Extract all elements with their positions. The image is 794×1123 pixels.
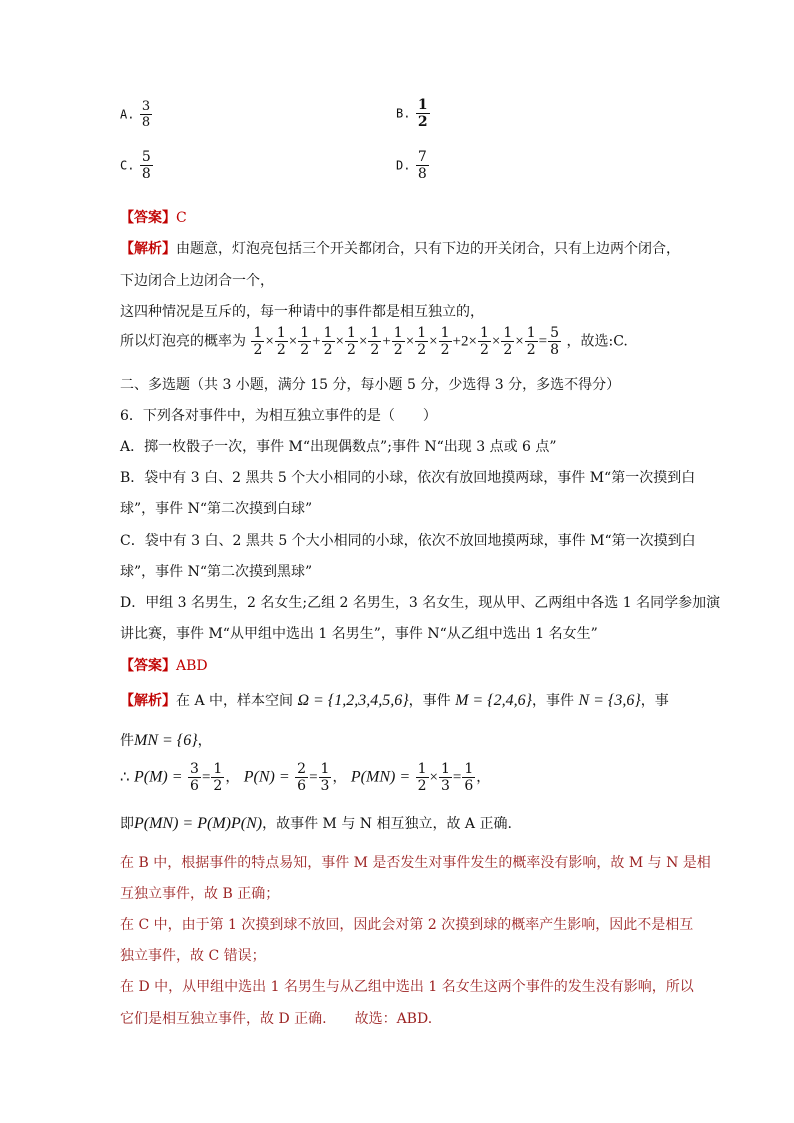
analysis-2-line-9: 在 D 中，从甲组中选出 1 名男生与从乙组中选出 1 名女生这两个事件的发生没有影响，所以 bbox=[120, 979, 694, 995]
frac-1 bbox=[251, 326, 264, 357]
frac-2 bbox=[275, 326, 288, 357]
op-times: × bbox=[429, 769, 438, 786]
analysis-2-line-4 bbox=[120, 813, 512, 833]
question-6-option-b-line-2: 球”，事件 N“第二次摸到白球” bbox=[120, 501, 313, 517]
num: 1 bbox=[479, 325, 489, 341]
pn-lhs: P(N) = bbox=[243, 768, 290, 786]
num: 1 bbox=[347, 325, 356, 341]
question-6-option-b-line-1: B．袋中有 3 白、2 黑共 5 个大小相同的小球，依次有放回地摸两球，事件 M“第一次摸到白 bbox=[120, 470, 696, 486]
coefficient: 2 bbox=[460, 333, 469, 350]
op-plus: + bbox=[452, 333, 461, 350]
probability-values bbox=[120, 762, 490, 793]
den: 6 bbox=[190, 778, 199, 794]
independence-equation: P(MN) = P(M)P(N) bbox=[134, 815, 263, 832]
analysis-tag: 【解析】 bbox=[120, 241, 176, 257]
num: 1 bbox=[323, 325, 333, 341]
den: 2 bbox=[479, 342, 489, 358]
den: 2 bbox=[300, 342, 310, 358]
question-6-stem: 6．下列各对事件中，为相互独立事件的是（ ） bbox=[120, 408, 437, 424]
den: 2 bbox=[370, 342, 380, 358]
den: 6 bbox=[464, 778, 474, 794]
num: 1 bbox=[440, 761, 450, 777]
frac bbox=[211, 762, 224, 793]
op-times: × bbox=[335, 333, 345, 350]
choice-c-numerator: 5 bbox=[141, 149, 151, 165]
text: ， bbox=[197, 733, 212, 749]
question-6-option-d-line-1: D．甲组 3 名男生，2 名女生;乙组 2 名男生，3 名女生，现从甲、乙两组中各选 1 名同学参加演 bbox=[120, 595, 721, 611]
frac bbox=[462, 762, 475, 793]
frac-8 bbox=[415, 326, 428, 357]
frac bbox=[295, 762, 308, 793]
formula-suffix: ，故选:C. bbox=[566, 333, 628, 350]
num: 1 bbox=[464, 761, 474, 777]
num: 1 bbox=[440, 325, 450, 341]
frac-5 bbox=[345, 326, 358, 357]
frac-4 bbox=[322, 326, 335, 357]
choice-d bbox=[396, 150, 430, 181]
op-equals: = bbox=[538, 333, 548, 350]
formula-prefix: 所以灯泡亮的概率为 bbox=[120, 333, 246, 350]
num: 1 bbox=[526, 325, 536, 341]
answer-tag: 【答案】 bbox=[120, 658, 176, 674]
event-n: N = {3,6} bbox=[578, 692, 641, 709]
choice-a-denominator: 8 bbox=[141, 115, 151, 130]
frac-result bbox=[548, 326, 561, 357]
den: 2 bbox=[253, 342, 263, 358]
choice-a bbox=[120, 100, 153, 129]
answer-value: C bbox=[176, 210, 187, 226]
sample-space: Ω = {1,2,3,4,5,6} bbox=[297, 692, 409, 709]
choice-b-denominator: 2 bbox=[417, 114, 428, 130]
pmn-lhs: P(MN) = bbox=[350, 768, 411, 786]
choice-d-numerator: 7 bbox=[417, 149, 427, 165]
section-heading: 二、多选题（共 3 小题，满分 15 分，每小题 5 分，少选得 3 分，多选不得分） bbox=[120, 377, 621, 393]
frac-10 bbox=[478, 326, 491, 357]
separator: ， bbox=[332, 769, 347, 786]
op-plus: + bbox=[382, 333, 391, 350]
event-mn: MN = {6} bbox=[134, 732, 198, 749]
choice-c-fraction bbox=[140, 150, 153, 181]
frac bbox=[439, 762, 452, 793]
choice-b-label: B. bbox=[396, 106, 411, 121]
frac-9 bbox=[439, 326, 452, 357]
den: 2 bbox=[440, 342, 450, 358]
therefore-symbol: ∴ bbox=[120, 769, 130, 786]
analysis-2-line-10: 它们是相互独立事件，故 D 正确. 故选：ABD. bbox=[120, 1011, 433, 1027]
analysis-2-line-6: 互独立事件，故 B 正确； bbox=[120, 886, 280, 902]
frac bbox=[188, 762, 201, 793]
num: 1 bbox=[370, 325, 380, 341]
den: 3 bbox=[440, 778, 450, 794]
frac bbox=[319, 762, 332, 793]
num: 2 bbox=[297, 761, 307, 777]
frac-11 bbox=[501, 326, 514, 357]
op-times: × bbox=[468, 333, 477, 350]
analysis-2-line-2 bbox=[120, 730, 212, 750]
text: 即 bbox=[120, 816, 134, 832]
answer-tag: 【答案】 bbox=[120, 210, 176, 226]
num: 3 bbox=[190, 761, 199, 777]
den: 6 bbox=[297, 778, 307, 794]
analysis-2-line-8: 独立事件，故 C 错误； bbox=[120, 948, 266, 964]
den: 2 bbox=[417, 342, 427, 358]
choice-b-numerator: 1 bbox=[417, 97, 428, 113]
question-6-option-c-line-2: 球”，事件 N“第二次摸到黑球” bbox=[120, 564, 313, 580]
separator: ， bbox=[225, 769, 240, 786]
den: 3 bbox=[320, 778, 330, 794]
den: 2 bbox=[213, 778, 223, 794]
num: 1 bbox=[417, 761, 427, 777]
den: 2 bbox=[347, 342, 356, 358]
question-6-option-a: A．掷一枚骰子一次，事件 M“出现偶数点”;事件 N“出现 3 点或 6 点” bbox=[120, 439, 557, 455]
analysis-1-line-1 bbox=[120, 238, 680, 258]
probability-formula bbox=[120, 326, 628, 357]
op-times: × bbox=[288, 333, 298, 350]
answer-value: ABD bbox=[176, 658, 208, 674]
num: 1 bbox=[213, 761, 223, 777]
op-equals: = bbox=[452, 769, 462, 786]
choice-a-numerator: 3 bbox=[141, 99, 151, 114]
choice-d-denominator: 8 bbox=[417, 166, 427, 182]
num: 1 bbox=[300, 325, 310, 341]
event-m: M = {2,4,6} bbox=[455, 692, 533, 709]
den: 2 bbox=[393, 342, 403, 358]
frac-7 bbox=[392, 326, 405, 357]
den: 2 bbox=[276, 342, 286, 358]
answer-2 bbox=[120, 655, 208, 675]
frac-3 bbox=[298, 326, 311, 357]
num: 1 bbox=[503, 325, 513, 341]
op-times: × bbox=[515, 333, 524, 350]
analysis-tag: 【解析】 bbox=[120, 693, 176, 709]
choice-c-label: C. bbox=[120, 158, 135, 173]
den: 8 bbox=[550, 342, 560, 358]
analysis-2-line-5: 在 B 中，根据事件的特点易知，事件 M 是否发生对事件发生的概率没有影响，故 M 与 N 是相 bbox=[120, 855, 711, 871]
analysis-1-line-3: 这四种情况是互斥的，每一种请中的事件都是相互独立的， bbox=[120, 304, 484, 320]
num: 1 bbox=[417, 325, 427, 341]
choice-c-denominator: 8 bbox=[141, 166, 151, 182]
num: 1 bbox=[320, 761, 330, 777]
question-6-option-c-line-1: C．袋中有 3 白、2 黑共 5 个大小相同的小球，依次不放回地摸两球，事件 M“第一次摸到白 bbox=[120, 533, 696, 549]
choice-d-fraction bbox=[416, 150, 429, 181]
choice-a-fraction bbox=[140, 100, 152, 129]
frac-12 bbox=[525, 326, 538, 357]
separator: ， bbox=[476, 769, 491, 786]
den: 2 bbox=[503, 342, 513, 358]
op-equals: = bbox=[201, 769, 211, 786]
op-equals: = bbox=[309, 769, 318, 786]
num: 5 bbox=[550, 325, 560, 341]
text: ，事件 bbox=[532, 693, 575, 709]
text: 件 bbox=[120, 733, 134, 749]
choice-d-label: D. bbox=[396, 158, 411, 173]
frac-6 bbox=[368, 326, 381, 357]
op-times: × bbox=[358, 333, 368, 350]
den: 2 bbox=[526, 342, 536, 358]
answer-1 bbox=[120, 207, 187, 227]
analysis-text: 由题意，灯泡亮包括三个开关都闭合，只有下边的开关闭合，只有上边两个闭合， bbox=[176, 241, 680, 257]
text: 在 A 中，样本空间 bbox=[176, 693, 294, 709]
op-times: × bbox=[405, 333, 415, 350]
text: ，事 bbox=[640, 693, 669, 709]
choice-c bbox=[120, 150, 154, 181]
num: 1 bbox=[276, 325, 286, 341]
pm-lhs: P(M) = bbox=[134, 768, 183, 786]
op-times: × bbox=[429, 333, 438, 350]
question-6-option-d-line-2: 讲比赛，事件 M“从甲组中选出 1 名男生”，事件 N“从乙组中选出 1 名女生” bbox=[120, 626, 598, 642]
analysis-2-line-1 bbox=[120, 690, 669, 710]
analysis-2-line-7: 在 C 中，由于第 1 次摸到球不放回，因此会对第 2 次摸到球的概率产生影响，因此不是相互 bbox=[120, 917, 694, 933]
text: ，事件 bbox=[408, 693, 451, 709]
op-plus: + bbox=[312, 333, 321, 350]
num: 1 bbox=[393, 325, 403, 341]
frac bbox=[416, 762, 429, 793]
op-times: × bbox=[265, 333, 274, 350]
den: 2 bbox=[417, 778, 427, 794]
choice-b-fraction bbox=[416, 98, 430, 129]
analysis-1-line-2: 下边闭合上边闭合一个， bbox=[120, 273, 274, 289]
num: 1 bbox=[253, 325, 263, 341]
den: 2 bbox=[323, 342, 333, 358]
op-times: × bbox=[491, 333, 501, 350]
choice-a-label: A. bbox=[120, 107, 135, 122]
choice-b bbox=[396, 98, 431, 129]
text: ，故事件 M 与 N 相互独立，故 A 正确. bbox=[262, 816, 512, 832]
